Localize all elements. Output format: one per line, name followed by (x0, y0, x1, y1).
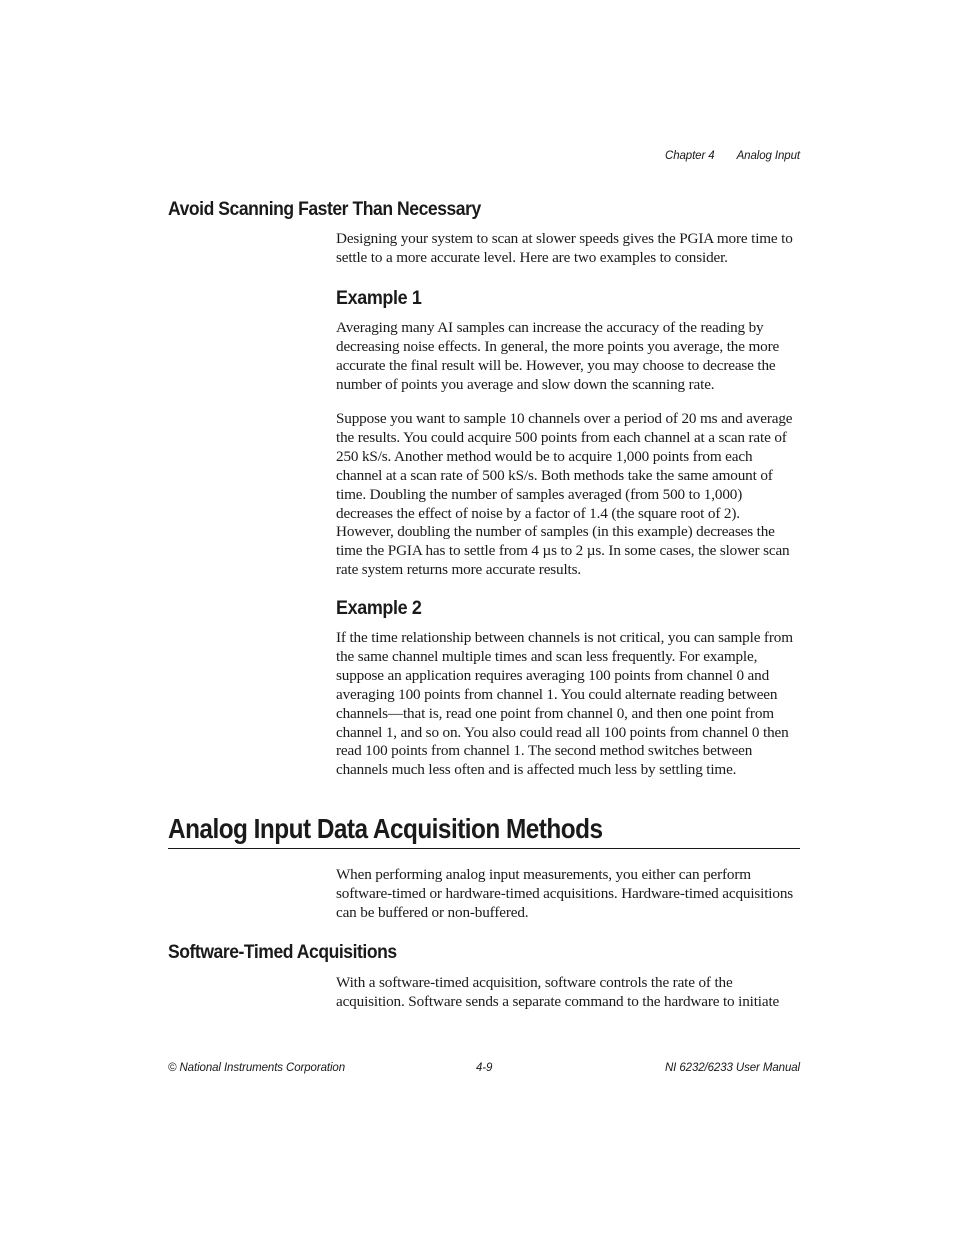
footer-copyright: © National Instruments Corporation (168, 1062, 346, 1074)
heading-software-timed: Software-Timed Acquisitions (168, 941, 397, 963)
paragraph-software-timed-intro: With a software-timed acquisition, software controls the rate of the acquisition. Software sends a separate command to the hardware to initiate (336, 974, 780, 1010)
section-label: Analog Input (736, 150, 800, 162)
paragraph-example-1-second: Suppose you want to sample 10 channels over a period of 20 ms and average the results. You could acquire 500 points from each channel at a scan rate of 250 kS/s. Another method would be to acquire 1,000 points from each channel at a scan rate of 500 kS/s. Both methods take the same amount of time. Doubling the number of samples averaged (from 500 to 1,000) decreases the effect of noise by a factor of 1.4 (the square root of 2). However, doubling the number of samples (in this example) decreases the time the PGIA has to settle from 4 µs to 2 µs. In some cases, the slower scan rate system returns more accurate results. (336, 410, 793, 579)
paragraph-example-1-first: Averaging many AI samples can increase the accuracy of the reading by decreasing noise effects. In general, the more points you average, the more accurate the final result will be. However, you may choose to decrease the number of points you average and slow down the scanning rate. (336, 319, 780, 393)
footer-page-number: 4-9 (476, 1062, 493, 1074)
paragraph-methods-intro: When performing analog input measurements, you either can perform software-timed or hardware-timed acquisitions. Hardware-timed acquisitions can be buffered or non-buffered. (336, 866, 794, 921)
footer-manual-title: NI 6232/6233 User Manual (664, 1062, 800, 1074)
paragraph-avoid-scanning-intro: Designing your system to scan at slower speeds gives the PGIA more time to settle to a more accurate level. Here are two examples to consider. (336, 230, 793, 266)
heading-avoid-scanning: Avoid Scanning Faster Than Necessary (168, 198, 481, 220)
heading-analog-input-methods (168, 813, 800, 849)
heading-example-1: Example 1 (336, 287, 422, 309)
paragraph-example-2: If the time relationship between channels is not critical, you can sample from the same channel multiple times and scan less frequently. For example, suppose an application requires averaging 100 points from channel 0 and averaging 100 points from channel 1. You could alternate reading between channels—that is, read one point from channel 0, and then one point from channel 1, and so on. You also could read all 100 points from channel 0 then read 100 points from channel 1. The second method switches between channels much less often and is affected much less by settling time. (336, 629, 793, 779)
chapter-label: Chapter 4 (665, 150, 715, 162)
running-header (665, 150, 800, 162)
heading-analog-input-methods-text: Analog Input Data Acquisition Methods (168, 813, 603, 844)
heading-example-2: Example 2 (336, 597, 422, 619)
